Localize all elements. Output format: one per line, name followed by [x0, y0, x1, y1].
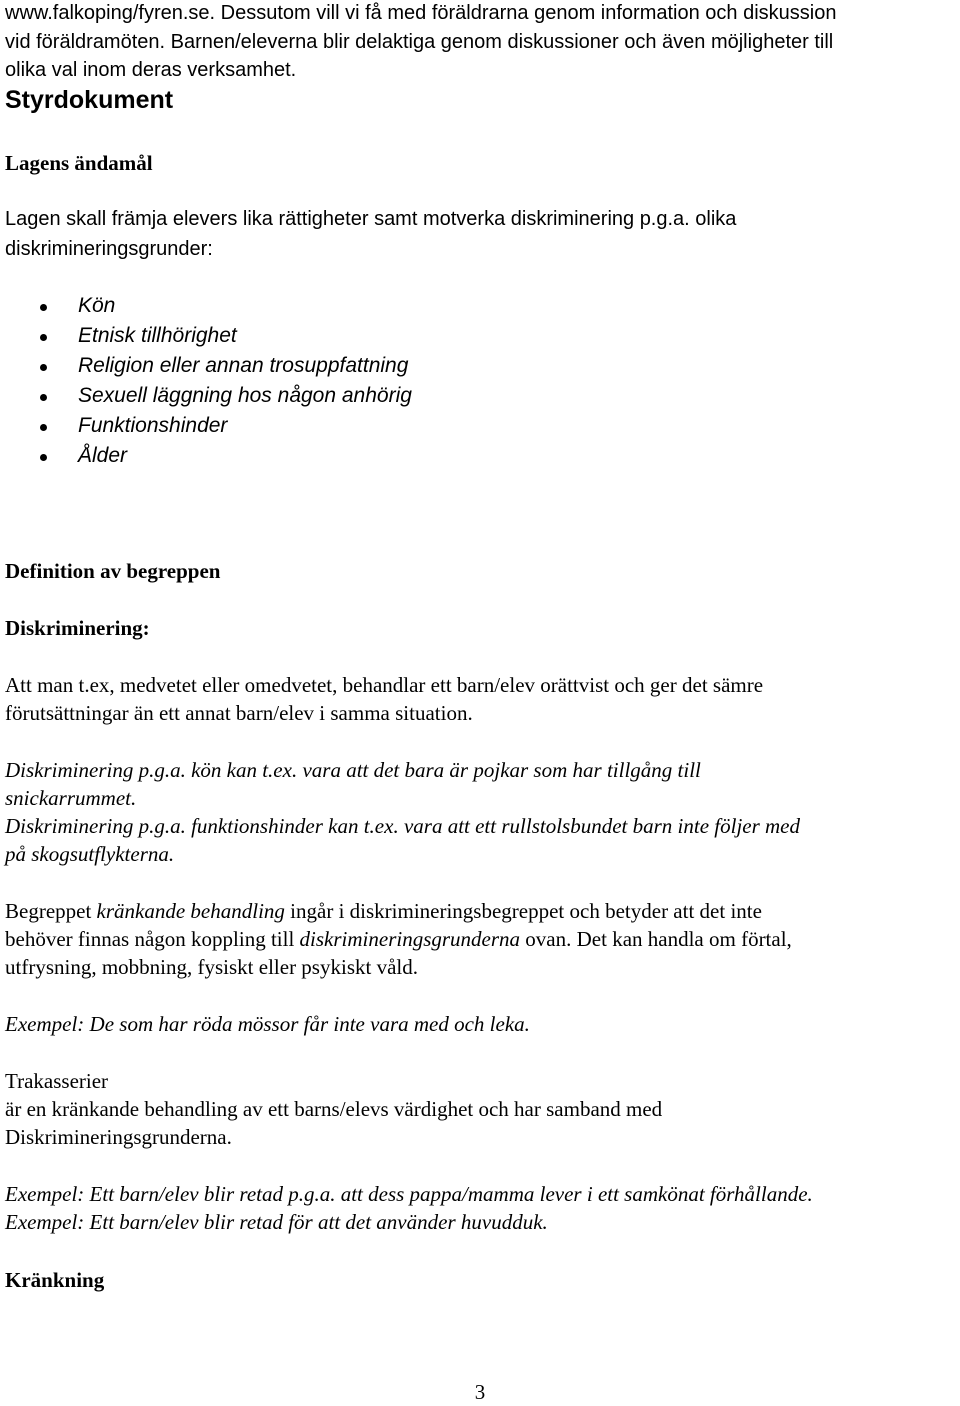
intro-line-2: vid föräldramöten. Barnen/eleverna blir delaktiga genom diskussioner och även möjligheter till [5, 31, 834, 53]
list-item: Funktionshinder [0, 412, 412, 442]
example-kon-line-2: snickarrummet. [5, 786, 137, 810]
list-item: Etnisk tillhörighet [0, 322, 412, 352]
heading-definition: Definition av begreppen [5, 559, 221, 583]
trakasserier-line-2: Diskrimineringsgrunderna. [5, 1125, 232, 1149]
bullet-icon [40, 424, 47, 431]
example-trakasserier-2: Exempel: Ett barn/elev blir retad för att det använder huvudduk. [5, 1210, 548, 1234]
list-item: Religion eller annan trosuppfattning [0, 352, 412, 382]
bullet-icon [40, 454, 47, 461]
definition-line-1: Att man t.ex, medvetet eller omedvetet, behandlar ett barn/elev orättvist och ger det sämre [5, 673, 764, 697]
list-item: Ålder [0, 442, 412, 472]
example-kon-line-1: Diskriminering p.g.a. kön kan t.ex. vara att det bara är pojkar som har tillgång till [5, 758, 701, 782]
trakasserier-line-1: är en kränkande behandling av ett barns/elevs värdighet och har samband med [5, 1097, 663, 1121]
intro-line-1: www.falkoping/fyren.se. Dessutom vill vi få med föräldrarna genom information och diskussion [5, 2, 837, 24]
bullet-icon [40, 364, 47, 371]
lagen-line-2: diskrimineringsgrunder: [5, 238, 213, 260]
example-krankande: Exempel: De som har röda mössor får inte vara med och leka. [5, 1012, 530, 1036]
example-funktion-line-1: Diskriminering p.g.a. funktionshinder kan t.ex. vara att ett rullstolsbundet barn inte följer med [5, 814, 801, 838]
bullet-icon [40, 394, 47, 401]
definition-line-2: förutsättningar än ett annat barn/elev i samma situation. [5, 701, 473, 725]
intro-line-3: olika val inom deras verksamhet. [5, 59, 297, 81]
grounds-list [0, 292, 412, 472]
list-item: Kön [0, 292, 412, 322]
example-trakasserier-1: Exempel: Ett barn/elev blir retad p.g.a. att dess pappa/mamma lever i ett samkönat förhållande. [5, 1182, 813, 1206]
heading-lagens-andamal: Lagens ändamål [5, 151, 153, 175]
heading-krankning: Kränkning [5, 1268, 105, 1292]
krankande-line-1: Begreppet kränkande behandling ingår i diskrimineringsbegreppet och betyder att det inte [5, 899, 762, 923]
example-funktion-line-2: på skogsutflykterna. [5, 842, 175, 866]
page-number: 3 [474, 1380, 486, 1404]
krankande-line-2: behöver finnas någon koppling till diskrimineringsgrunderna ovan. Det kan handla om förtal, [5, 927, 792, 951]
heading-trakasserier: Trakasserier [5, 1069, 109, 1093]
bullet-icon [40, 334, 47, 341]
list-item: Sexuell läggning hos någon anhörig [0, 382, 412, 412]
lagen-line-1: Lagen skall främja elevers lika rättigheter samt motverka diskriminering p.g.a. olika [5, 208, 737, 230]
bullet-icon [40, 304, 47, 311]
heading-diskriminering: Diskriminering: [5, 616, 150, 640]
heading-styrdokument: Styrdokument [5, 86, 174, 114]
krankande-line-3: utfrysning, mobbning, fysiskt eller psykiskt våld. [5, 955, 418, 979]
